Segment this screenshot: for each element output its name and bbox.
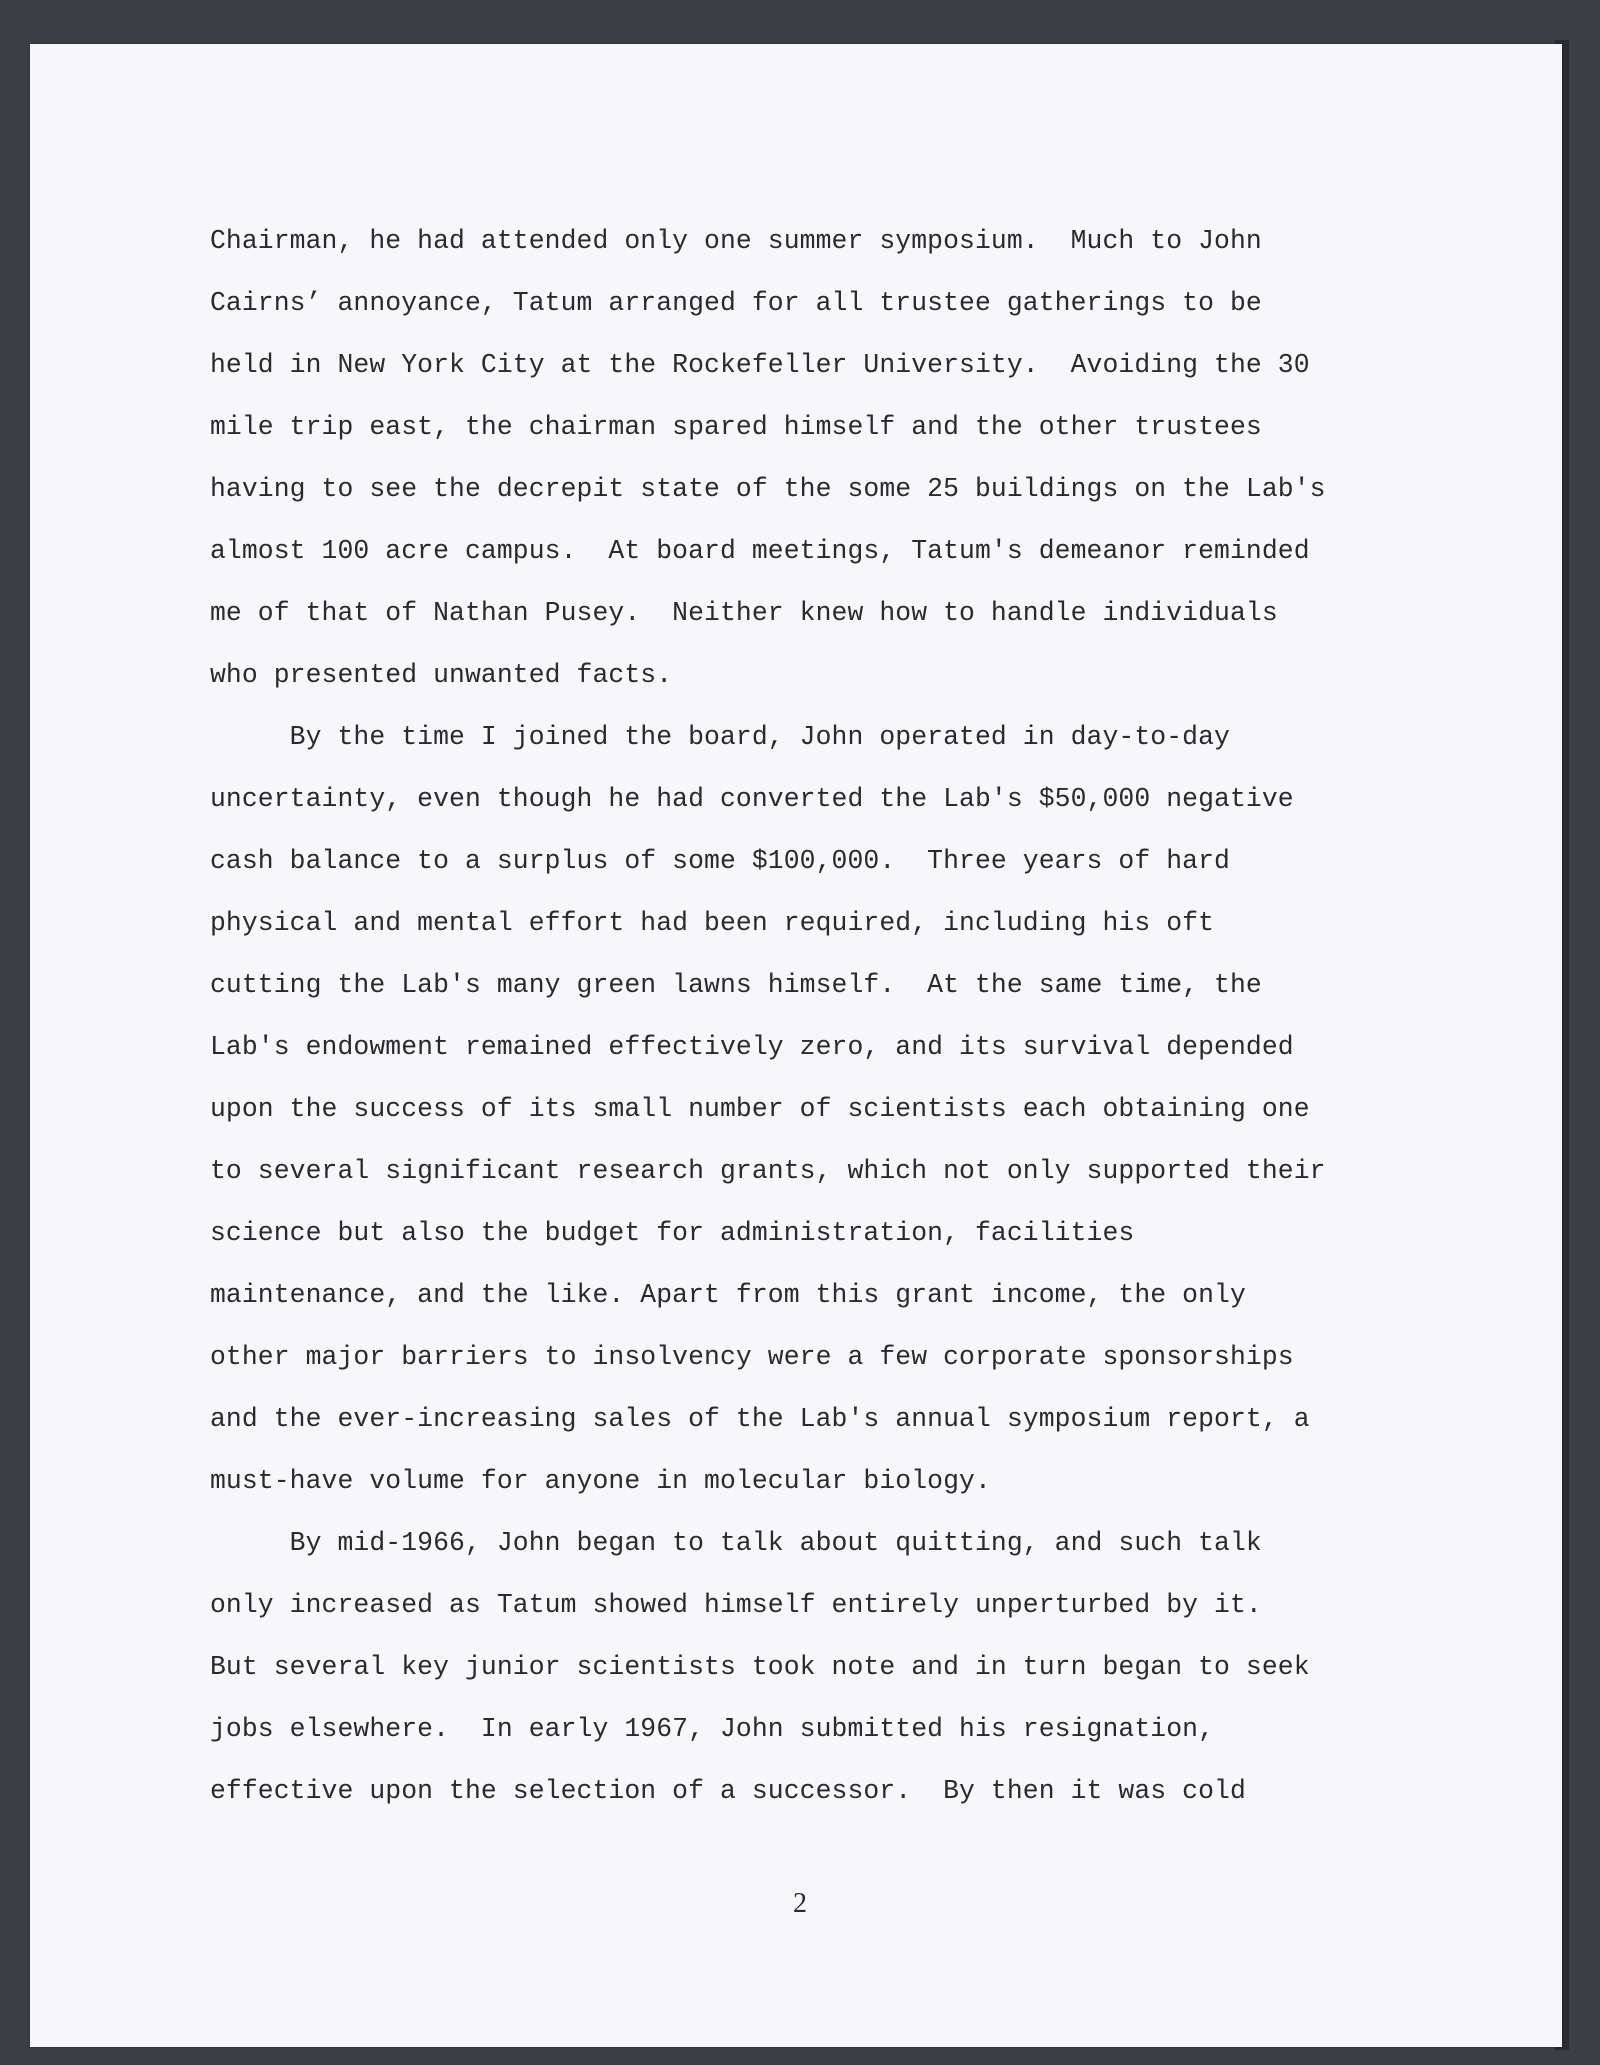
- page-number: 2: [793, 1888, 807, 1919]
- text-line: must-have volume for anyone in molecular biology.: [210, 1466, 991, 1496]
- text-line: only increased as Tatum showed himself entirely unperturbed by it.: [210, 1590, 1262, 1620]
- text-line: maintenance, and the like. Apart from this grant income, the only: [210, 1280, 1246, 1310]
- text-line: Lab's endowment remained effectively zero, and its survival depended: [210, 1032, 1294, 1062]
- text-line: me of that of Nathan Pusey. Neither knew how to handle individuals: [210, 598, 1278, 628]
- text-line: almost 100 acre campus. At board meetings, Tatum's demeanor reminded: [210, 536, 1310, 566]
- text-line: upon the success of its small number of scientists each obtaining one: [210, 1094, 1310, 1124]
- text-line: cutting the Lab's many green lawns himself. At the same time, the: [210, 970, 1262, 1000]
- text-line: and the ever-increasing sales of the Lab's annual symposium report, a: [210, 1404, 1310, 1434]
- text-line: mile trip east, the chairman spared himself and the other trustees: [210, 412, 1262, 442]
- text-line: But several key junior scientists took note and in turn began to seek: [210, 1652, 1310, 1682]
- text-line: to several significant research grants, which not only supported their: [210, 1156, 1326, 1186]
- text-line: science but also the budget for administration, facilities: [210, 1218, 1135, 1248]
- text-line: By mid-1966, John began to talk about quitting, and such talk: [210, 1528, 1262, 1558]
- text-line: physical and mental effort had been required, including his oft: [210, 908, 1215, 938]
- text-line: jobs elsewhere. In early 1967, John submitted his resignation,: [210, 1714, 1215, 1744]
- text-line: other major barriers to insolvency were a few corporate sponsorships: [210, 1342, 1294, 1372]
- text-line: By the time I joined the board, John operated in day-to-day: [210, 722, 1230, 752]
- text-line: having to see the decrepit state of the some 25 buildings on the Lab's: [210, 474, 1326, 504]
- text-line: uncertainty, even though he had converted the Lab's $50,000 negative: [210, 784, 1294, 814]
- text-line: cash balance to a surplus of some $100,000. Three years of hard: [210, 846, 1230, 876]
- text-line: who presented unwanted facts.: [210, 660, 673, 690]
- document-body: [210, 210, 1390, 1822]
- text-line: effective upon the selection of a successor. By then it was cold: [210, 1776, 1246, 1806]
- text-line: Chairman, he had attended only one summer symposium. Much to John: [210, 226, 1262, 256]
- text-line: held in New York City at the Rockefeller University. Avoiding the 30: [210, 350, 1310, 380]
- text-line: Cairns’ annoyance, Tatum arranged for all trustee gatherings to be: [210, 288, 1262, 318]
